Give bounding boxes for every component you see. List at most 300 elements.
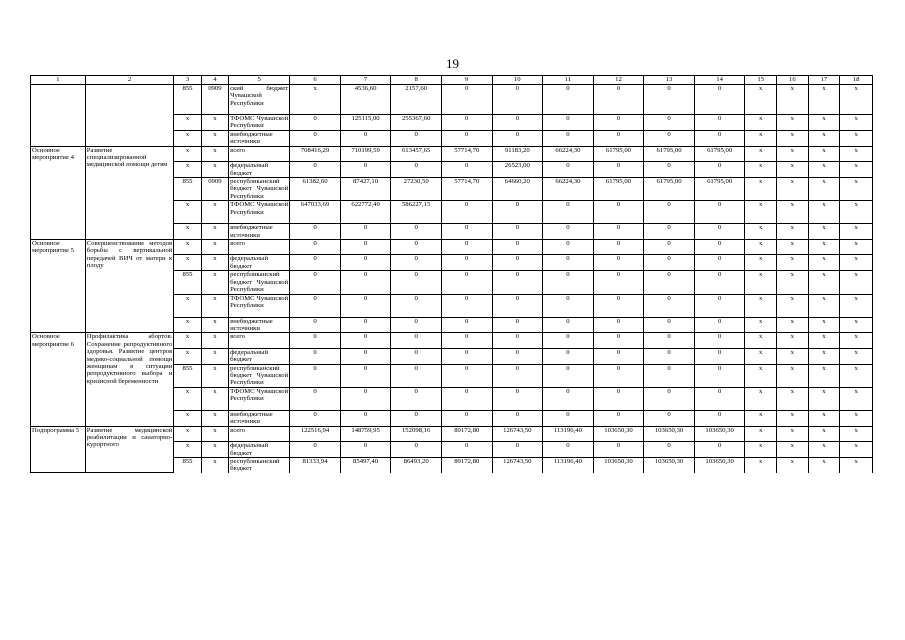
column-number: 18 bbox=[840, 76, 873, 85]
amount-cell: x bbox=[840, 239, 873, 255]
amount-cell: 103650,30 bbox=[593, 457, 644, 472]
amount-cell: x bbox=[840, 130, 873, 146]
amount-cell: x bbox=[808, 255, 840, 271]
amount-cell: x bbox=[777, 333, 809, 349]
amount-cell: x bbox=[777, 457, 809, 472]
amount-cell: 0 bbox=[492, 271, 543, 294]
grbs-code-cell: x bbox=[174, 294, 201, 317]
amount-cell: 0 bbox=[340, 294, 391, 317]
amount-cell: x bbox=[808, 333, 840, 349]
amount-cell: 61795,00 bbox=[644, 146, 695, 162]
amount-cell: 0 bbox=[644, 255, 695, 271]
section-code-cell: x bbox=[201, 162, 228, 178]
amount-cell: x bbox=[290, 85, 341, 115]
table-row bbox=[31, 85, 873, 115]
amount-cell: 0 bbox=[492, 294, 543, 317]
amount-cell: 122516,94 bbox=[290, 426, 341, 442]
amount-cell: x bbox=[808, 317, 840, 333]
amount-cell: x bbox=[745, 177, 777, 200]
amount-cell: 0 bbox=[694, 364, 745, 387]
amount-cell: 0 bbox=[340, 333, 391, 349]
grbs-code-cell: 855 bbox=[174, 364, 201, 387]
grbs-code-cell: x bbox=[174, 201, 201, 224]
amount-cell: x bbox=[808, 294, 840, 317]
amount-cell: 0 bbox=[391, 317, 442, 333]
funding-source-cell: всего bbox=[229, 146, 290, 162]
funding-source-cell: внебюджетные источники bbox=[229, 224, 290, 240]
amount-cell: x bbox=[840, 162, 873, 178]
amount-cell: x bbox=[777, 426, 809, 442]
amount-cell: 125115,00 bbox=[340, 115, 391, 131]
amount-cell: 2157,60 bbox=[391, 85, 442, 115]
amount-cell: 0 bbox=[543, 130, 594, 146]
amount-cell: 0 bbox=[543, 410, 594, 426]
amount-cell: 61795,00 bbox=[694, 146, 745, 162]
amount-cell: 0 bbox=[492, 85, 543, 115]
amount-cell: 61382,60 bbox=[290, 177, 341, 200]
section-code-cell: x bbox=[201, 271, 228, 294]
amount-cell: 0 bbox=[391, 162, 442, 178]
funding-source-cell: внебюджетные источники bbox=[229, 317, 290, 333]
amount-cell: 0 bbox=[593, 201, 644, 224]
amount-cell: 0 bbox=[543, 255, 594, 271]
amount-cell: 0 bbox=[290, 348, 341, 364]
grbs-code-cell: x bbox=[174, 442, 201, 458]
column-number: 1 bbox=[31, 76, 86, 85]
amount-cell: x bbox=[745, 162, 777, 178]
amount-cell: x bbox=[808, 387, 840, 410]
amount-cell: 0 bbox=[593, 85, 644, 115]
section-code-cell: x bbox=[201, 364, 228, 387]
amount-cell: 622772,49 bbox=[340, 201, 391, 224]
column-number: 7 bbox=[340, 76, 391, 85]
amount-cell: 0 bbox=[644, 162, 695, 178]
amount-cell: 113196,40 bbox=[543, 457, 594, 472]
amount-cell: 0 bbox=[593, 387, 644, 410]
amount-cell: x bbox=[840, 348, 873, 364]
section-code-cell: x bbox=[201, 333, 228, 349]
amount-cell: x bbox=[840, 294, 873, 317]
amount-cell: x bbox=[777, 364, 809, 387]
amount-cell: 0 bbox=[391, 333, 442, 349]
amount-cell: 61795,00 bbox=[694, 177, 745, 200]
amount-cell: x bbox=[777, 294, 809, 317]
amount-cell: 0 bbox=[441, 162, 492, 178]
amount-cell: 0 bbox=[340, 224, 391, 240]
amount-cell: 0 bbox=[391, 364, 442, 387]
section-code-cell: x bbox=[201, 426, 228, 442]
table-body bbox=[31, 85, 873, 473]
amount-cell: 0 bbox=[644, 239, 695, 255]
column-number: 8 bbox=[391, 76, 442, 85]
amount-cell: x bbox=[777, 85, 809, 115]
section-code-cell: x bbox=[201, 130, 228, 146]
amount-cell: x bbox=[840, 224, 873, 240]
amount-cell: 0 bbox=[441, 130, 492, 146]
column-number: 14 bbox=[694, 76, 745, 85]
amount-cell: 0 bbox=[391, 442, 442, 458]
amount-cell: x bbox=[777, 410, 809, 426]
amount-cell: 0 bbox=[391, 387, 442, 410]
funding-source-cell: республиканский бюджет Чувашской Республики bbox=[230, 177, 289, 200]
amount-cell: 61795,00 bbox=[593, 146, 644, 162]
amount-cell: 27230,50 bbox=[391, 177, 442, 200]
amount-cell: 61795,00 bbox=[593, 177, 644, 200]
grbs-code-cell: x bbox=[174, 162, 201, 178]
amount-cell: 0 bbox=[492, 364, 543, 387]
amount-cell: 0 bbox=[543, 115, 594, 131]
amount-cell: x bbox=[777, 130, 809, 146]
grbs-code-cell: x bbox=[174, 317, 201, 333]
funding-source-cell: ТФОМС Чувашской Республики bbox=[230, 115, 289, 130]
amount-cell: x bbox=[777, 177, 809, 200]
amount-cell: 0 bbox=[290, 255, 341, 271]
amount-cell: 0 bbox=[492, 442, 543, 458]
column-number: 5 bbox=[229, 76, 290, 85]
amount-cell: 0 bbox=[290, 442, 341, 458]
event-name-cell: Основное мероприятие 6 bbox=[31, 333, 86, 426]
amount-cell: 0 bbox=[340, 410, 391, 426]
amount-cell: 0 bbox=[593, 224, 644, 240]
amount-cell: 0 bbox=[543, 271, 594, 294]
amount-cell: x bbox=[840, 410, 873, 426]
funding-source-cell: республиканский бюджет Чувашской Республики bbox=[230, 271, 289, 294]
amount-cell: 85497,40 bbox=[340, 457, 391, 472]
amount-cell: 0 bbox=[694, 255, 745, 271]
grbs-code-cell: x bbox=[174, 115, 201, 131]
section-code-cell: x bbox=[201, 457, 228, 472]
amount-cell: 0 bbox=[441, 115, 492, 131]
amount-cell: x bbox=[808, 426, 840, 442]
amount-cell: 103650,30 bbox=[644, 457, 695, 472]
section-code-cell: x bbox=[201, 387, 228, 410]
amount-cell: x bbox=[840, 387, 873, 410]
amount-cell: 0 bbox=[492, 317, 543, 333]
funding-source-cell: республиканский бюджет Чувашской Республики bbox=[230, 364, 289, 387]
amount-cell: 0 bbox=[290, 115, 341, 131]
amount-cell: 0 bbox=[694, 387, 745, 410]
amount-cell: 0 bbox=[593, 442, 644, 458]
amount-cell: 0 bbox=[593, 130, 644, 146]
amount-cell: 0 bbox=[644, 364, 695, 387]
amount-cell: 0 bbox=[593, 333, 644, 349]
amount-cell: 0 bbox=[543, 224, 594, 240]
amount-cell: x bbox=[745, 410, 777, 426]
amount-cell: 0 bbox=[290, 239, 341, 255]
table-row bbox=[31, 426, 873, 442]
amount-cell: 0 bbox=[441, 387, 492, 410]
grbs-code-cell: x bbox=[174, 348, 201, 364]
amount-cell: 103650,30 bbox=[694, 426, 745, 442]
amount-cell: 86493,20 bbox=[391, 457, 442, 472]
amount-cell: 0 bbox=[644, 85, 695, 115]
funding-source-cell: федеральный бюджет bbox=[229, 348, 290, 364]
amount-cell: 0 bbox=[340, 317, 391, 333]
amount-cell: 66224,30 bbox=[543, 146, 594, 162]
amount-cell: 0 bbox=[593, 348, 644, 364]
amount-cell: 89172,80 bbox=[441, 457, 492, 472]
amount-cell: x bbox=[745, 442, 777, 458]
section-code-cell: x bbox=[201, 410, 228, 426]
amount-cell: 0 bbox=[543, 317, 594, 333]
amount-cell: 0 bbox=[593, 364, 644, 387]
event-description-cell: Совершенствование методов борьбы с вертикальной передачей ВИЧ от матери к плоду bbox=[85, 239, 174, 332]
amount-cell: 26523,00 bbox=[492, 162, 543, 178]
funding-source-cell: ский бюджет Чувашской Республики bbox=[229, 85, 290, 115]
funding-source-cell: всего bbox=[229, 239, 290, 255]
grbs-code-cell: x bbox=[174, 333, 201, 349]
amount-cell: x bbox=[777, 317, 809, 333]
amount-cell: 103650,30 bbox=[593, 426, 644, 442]
amount-cell: x bbox=[745, 239, 777, 255]
amount-cell: 0 bbox=[644, 130, 695, 146]
amount-cell: 0 bbox=[694, 442, 745, 458]
amount-cell: x bbox=[745, 224, 777, 240]
amount-cell: 0 bbox=[694, 294, 745, 317]
funding-source-cell: внебюджетные источники bbox=[229, 130, 290, 146]
amount-cell: 0 bbox=[492, 239, 543, 255]
amount-cell: 0 bbox=[694, 201, 745, 224]
amount-cell: x bbox=[777, 201, 809, 224]
amount-cell: 0 bbox=[694, 271, 745, 294]
amount-cell: x bbox=[808, 177, 840, 200]
budget-table bbox=[30, 75, 873, 473]
amount-cell: x bbox=[777, 255, 809, 271]
amount-cell: 0 bbox=[694, 162, 745, 178]
amount-cell: 0 bbox=[441, 317, 492, 333]
amount-cell: 103650,30 bbox=[694, 457, 745, 472]
funding-source-cell: федеральный бюджет bbox=[229, 255, 290, 271]
amount-cell: 0 bbox=[340, 364, 391, 387]
amount-cell: 61795,00 bbox=[644, 177, 695, 200]
amount-cell: 0 bbox=[441, 85, 492, 115]
amount-cell: 0 bbox=[492, 201, 543, 224]
amount-cell: 708416,29 bbox=[290, 146, 341, 162]
amount-cell: 152098,16 bbox=[391, 426, 442, 442]
event-name-cell: Основное мероприятие 4 bbox=[31, 146, 86, 239]
amount-cell: 0 bbox=[391, 348, 442, 364]
amount-cell: 0 bbox=[694, 410, 745, 426]
amount-cell: 0 bbox=[644, 115, 695, 131]
column-number: 16 bbox=[777, 76, 809, 85]
section-code-cell: x bbox=[201, 348, 228, 364]
grbs-code-cell: 855 bbox=[174, 177, 201, 200]
amount-cell: x bbox=[777, 224, 809, 240]
amount-cell: 0 bbox=[391, 130, 442, 146]
amount-cell: 0 bbox=[593, 410, 644, 426]
amount-cell: 0 bbox=[543, 387, 594, 410]
grbs-code-cell: x bbox=[174, 239, 201, 255]
section-code-cell: x bbox=[201, 255, 228, 271]
event-description-cell: Профилактика абортов. Сохранение репродуктивного здоровья. Развитие центров медико-социальной помощи женщинам в ситуации репродуктивного выбора и кризисной беременности bbox=[85, 333, 174, 426]
column-number: 11 bbox=[543, 76, 594, 85]
amount-cell: x bbox=[840, 364, 873, 387]
amount-cell: 0 bbox=[492, 387, 543, 410]
section-code-cell: x bbox=[201, 201, 228, 224]
funding-source-cell: ТФОМС Чувашской Республики bbox=[229, 294, 290, 317]
amount-cell: 0 bbox=[340, 442, 391, 458]
event-description-cell bbox=[85, 85, 174, 147]
amount-cell: 0 bbox=[593, 294, 644, 317]
amount-cell: 87427,10 bbox=[340, 177, 391, 200]
amount-cell: 0 bbox=[593, 317, 644, 333]
amount-cell: 0 bbox=[644, 271, 695, 294]
amount-cell: 0 bbox=[290, 364, 341, 387]
amount-cell: 0 bbox=[391, 294, 442, 317]
amount-cell: x bbox=[808, 162, 840, 178]
grbs-code-cell: 855 bbox=[174, 85, 201, 115]
amount-cell: 0 bbox=[593, 162, 644, 178]
funding-source-cell: федеральный бюджет bbox=[229, 442, 290, 458]
amount-cell: 89172,80 bbox=[441, 426, 492, 442]
amount-cell: x bbox=[808, 146, 840, 162]
funding-source-cell: всего bbox=[229, 333, 290, 349]
column-number: 12 bbox=[593, 76, 644, 85]
amount-cell: 0 bbox=[441, 239, 492, 255]
amount-cell: x bbox=[745, 333, 777, 349]
amount-cell: x bbox=[840, 426, 873, 442]
amount-cell: 57714,70 bbox=[441, 177, 492, 200]
amount-cell: 91183,20 bbox=[492, 146, 543, 162]
amount-cell: x bbox=[808, 130, 840, 146]
amount-cell: 586227,15 bbox=[391, 201, 442, 224]
amount-cell: x bbox=[745, 364, 777, 387]
section-code-cell: x bbox=[201, 294, 228, 317]
amount-cell: 0 bbox=[593, 239, 644, 255]
amount-cell: 0 bbox=[694, 317, 745, 333]
column-number: 3 bbox=[174, 76, 201, 85]
funding-source-cell: республиканский бюджет bbox=[229, 457, 290, 472]
amount-cell: 0 bbox=[441, 364, 492, 387]
event-name-cell bbox=[31, 85, 86, 147]
column-number: 13 bbox=[644, 76, 695, 85]
amount-cell: 0 bbox=[441, 410, 492, 426]
grbs-code-cell: x bbox=[174, 224, 201, 240]
amount-cell: x bbox=[808, 239, 840, 255]
amount-cell: 0 bbox=[694, 348, 745, 364]
amount-cell: x bbox=[840, 146, 873, 162]
amount-cell: 0 bbox=[290, 317, 341, 333]
amount-cell: 255367,60 bbox=[391, 115, 442, 131]
amount-cell: 0 bbox=[492, 348, 543, 364]
amount-cell: 0 bbox=[391, 239, 442, 255]
amount-cell: x bbox=[745, 146, 777, 162]
amount-cell: 0 bbox=[644, 224, 695, 240]
amount-cell: 0 bbox=[694, 115, 745, 131]
amount-cell: x bbox=[808, 85, 840, 115]
amount-cell: x bbox=[840, 333, 873, 349]
amount-cell: 0 bbox=[441, 348, 492, 364]
amount-cell: 0 bbox=[644, 294, 695, 317]
section-code-cell: 0909 bbox=[201, 177, 228, 200]
amount-cell: x bbox=[808, 410, 840, 426]
amount-cell: x bbox=[745, 271, 777, 294]
section-code-cell: x bbox=[201, 146, 228, 162]
amount-cell: 0 bbox=[543, 333, 594, 349]
amount-cell: 0 bbox=[340, 271, 391, 294]
event-description-cell: Развитие специализированной медицинской помощи детям bbox=[85, 146, 174, 239]
amount-cell: x bbox=[840, 201, 873, 224]
amount-cell: 0 bbox=[644, 333, 695, 349]
amount-cell: x bbox=[745, 294, 777, 317]
column-number: 2 bbox=[85, 76, 174, 85]
amount-cell: 0 bbox=[441, 271, 492, 294]
column-number: 9 bbox=[441, 76, 492, 85]
page-number: 19 bbox=[446, 56, 459, 71]
funding-source-cell: ТФОМС Чувашской Республики bbox=[229, 387, 290, 410]
amount-cell: 0 bbox=[543, 294, 594, 317]
amount-cell: x bbox=[745, 387, 777, 410]
amount-cell: 81333,94 bbox=[290, 457, 341, 472]
amount-cell: x bbox=[808, 201, 840, 224]
amount-cell: 126743,50 bbox=[492, 457, 543, 472]
amount-cell: 0 bbox=[492, 130, 543, 146]
amount-cell: x bbox=[840, 177, 873, 200]
amount-cell: 57714,70 bbox=[441, 146, 492, 162]
amount-cell: x bbox=[840, 271, 873, 294]
section-code-cell: x bbox=[201, 239, 228, 255]
amount-cell: 613457,65 bbox=[391, 146, 442, 162]
section-code-cell: x bbox=[201, 115, 228, 131]
grbs-code-cell: x bbox=[174, 387, 201, 410]
section-code-cell: x bbox=[201, 224, 228, 240]
amount-cell: 0 bbox=[391, 224, 442, 240]
amount-cell: x bbox=[840, 85, 873, 115]
amount-cell: 0 bbox=[644, 317, 695, 333]
amount-cell: 0 bbox=[290, 162, 341, 178]
grbs-code-cell: x bbox=[174, 130, 201, 146]
event-name-cell: Основное мероприятие 5 bbox=[31, 239, 86, 332]
amount-cell: 0 bbox=[492, 255, 543, 271]
grbs-code-cell: 855 bbox=[174, 271, 201, 294]
amount-cell: 0 bbox=[340, 348, 391, 364]
amount-cell: 0 bbox=[644, 442, 695, 458]
amount-cell: x bbox=[808, 364, 840, 387]
amount-cell: 0 bbox=[290, 333, 341, 349]
amount-cell: x bbox=[840, 115, 873, 131]
amount-cell: 0 bbox=[492, 333, 543, 349]
amount-cell: x bbox=[777, 387, 809, 410]
amount-cell: x bbox=[840, 317, 873, 333]
amount-cell: 0 bbox=[543, 85, 594, 115]
amount-cell: x bbox=[840, 255, 873, 271]
amount-cell: x bbox=[840, 457, 873, 472]
amount-cell: 0 bbox=[593, 255, 644, 271]
amount-cell: 64660,20 bbox=[492, 177, 543, 200]
amount-cell: 0 bbox=[543, 364, 594, 387]
amount-cell: 0 bbox=[340, 387, 391, 410]
amount-cell: x bbox=[745, 201, 777, 224]
grbs-code-cell: x bbox=[174, 255, 201, 271]
amount-cell: 0 bbox=[441, 201, 492, 224]
table-row bbox=[31, 239, 873, 255]
amount-cell: 0 bbox=[441, 333, 492, 349]
amount-cell: 0 bbox=[593, 115, 644, 131]
amount-cell: x bbox=[777, 146, 809, 162]
amount-cell: 0 bbox=[694, 333, 745, 349]
grbs-code-cell: 855 bbox=[174, 457, 201, 472]
amount-cell: 0 bbox=[543, 442, 594, 458]
column-number: 6 bbox=[290, 76, 341, 85]
amount-cell: 0 bbox=[441, 294, 492, 317]
amount-cell: 710199,59 bbox=[340, 146, 391, 162]
funding-source-cell: всего bbox=[229, 426, 290, 442]
amount-cell: x bbox=[840, 442, 873, 458]
amount-cell: 0 bbox=[694, 239, 745, 255]
amount-cell: x bbox=[745, 317, 777, 333]
amount-cell: 0 bbox=[441, 224, 492, 240]
amount-cell: 0 bbox=[391, 255, 442, 271]
